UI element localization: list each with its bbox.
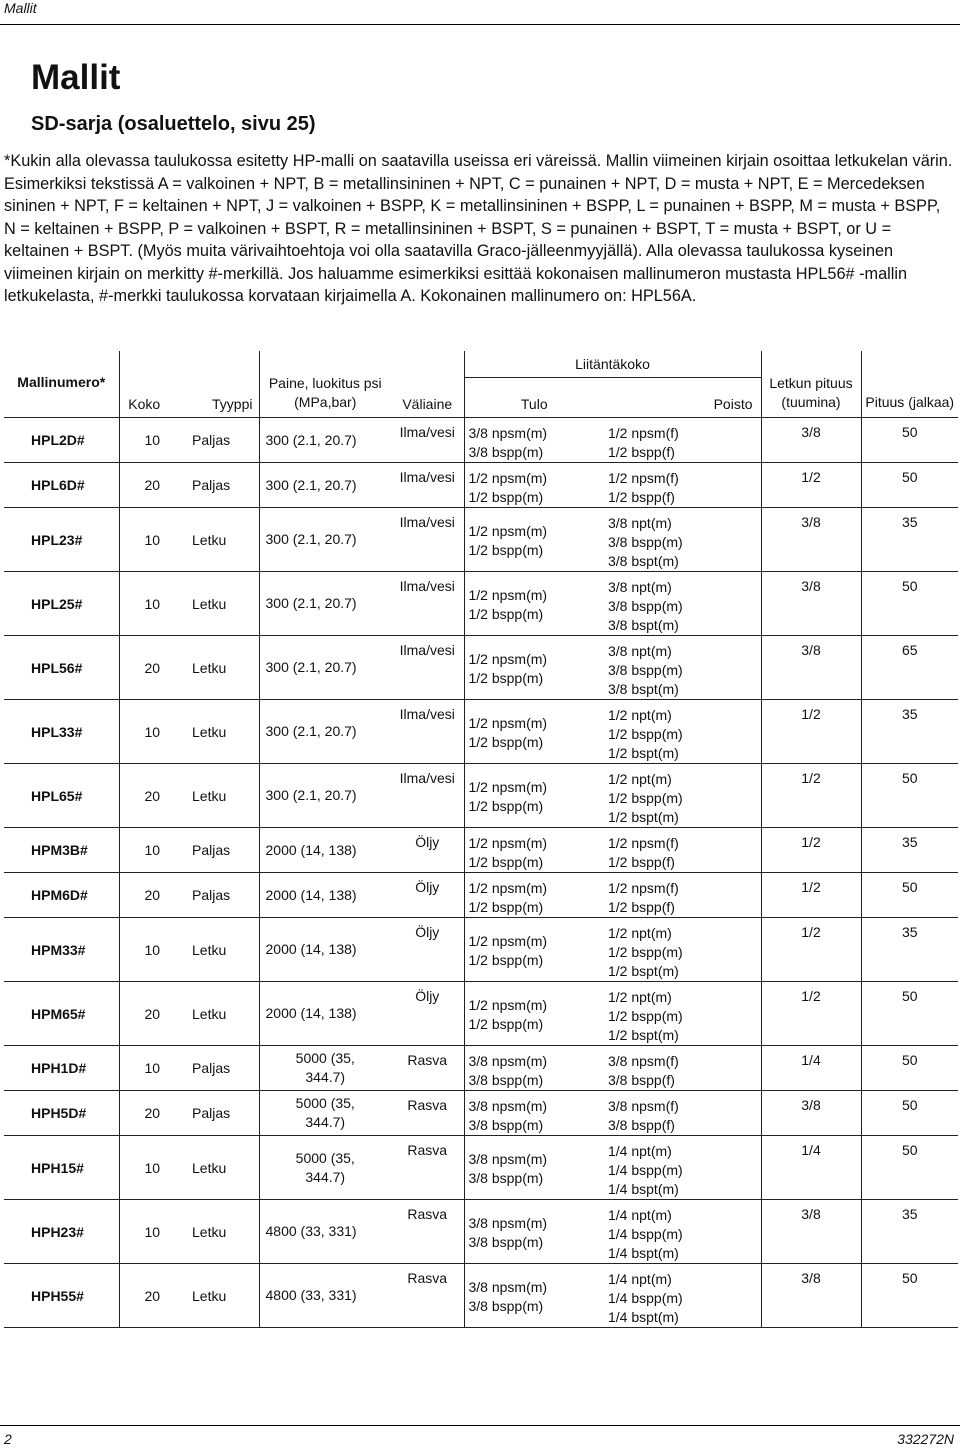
cell-medium: Ilma/vesi <box>391 508 464 572</box>
cell-outlet: 3/8 npsm(f) 3/8 bspp(f) <box>604 1091 761 1136</box>
table-row <box>4 1091 958 1136</box>
cell-medium: Rasva <box>391 1136 464 1200</box>
cell-inlet: 1/2 npsm(m) 1/2 bspp(m) <box>464 636 604 700</box>
cell-medium: Ilma/vesi <box>391 463 464 508</box>
cell-model: HPM6D# <box>4 873 119 918</box>
cell-size: 20 <box>119 764 169 828</box>
cell-type: Paljas <box>169 1091 259 1136</box>
cell-medium: Rasva <box>391 1046 464 1091</box>
header-medium: Väliaine <box>402 396 453 412</box>
cell-model: HPH1D# <box>4 1046 119 1091</box>
cell-outlet: 3/8 npsm(f) 3/8 bspp(f) <box>604 1046 761 1091</box>
cell-length: 50 <box>861 982 958 1046</box>
cell-medium: Ilma/vesi <box>391 764 464 828</box>
cell-type: Letku <box>169 1136 259 1200</box>
cell-inlet: 1/2 npsm(m) 1/2 bspp(m) <box>464 873 604 918</box>
section-subtitle: SD-sarja (osaluettelo, sivu 25) <box>31 113 316 135</box>
cell-outlet: 1/2 npt(m) 1/2 bspp(m) 1/2 bspt(m) <box>604 918 761 982</box>
cell-model: HPL56# <box>4 636 119 700</box>
cell-model: HPL23# <box>4 508 119 572</box>
cell-length: 50 <box>861 1046 958 1091</box>
cell-length: 50 <box>861 1091 958 1136</box>
cell-medium: Ilma/vesi <box>391 572 464 636</box>
cell-model: HPM33# <box>4 918 119 982</box>
table-row <box>4 418 958 463</box>
cell-hose-size: 3/8 <box>761 1200 861 1264</box>
cell-model: HPH5D# <box>4 1091 119 1136</box>
cell-length: 50 <box>861 572 958 636</box>
header-rule <box>0 24 960 25</box>
table-row <box>4 636 958 700</box>
cell-pressure: 4800 (33, 331) <box>259 1200 391 1264</box>
cell-size: 10 <box>119 1200 169 1264</box>
cell-type: Letku <box>169 508 259 572</box>
cell-size: 10 <box>119 828 169 873</box>
cell-inlet: 1/2 npsm(m) 1/2 bspp(m) <box>464 828 604 873</box>
header-hose-size: Letkun pituus (tuumina) <box>761 351 861 417</box>
cell-hose-size: 3/8 <box>761 1091 861 1136</box>
cell-type: Paljas <box>169 418 259 463</box>
cell-hose-size: 1/2 <box>761 463 861 508</box>
table-row <box>4 572 958 636</box>
cell-hose-size: 3/8 <box>761 1264 861 1328</box>
page-title: Mallit <box>31 58 121 97</box>
cell-type: Paljas <box>169 1046 259 1091</box>
table-row <box>4 918 958 982</box>
cell-model: HPL25# <box>4 572 119 636</box>
cell-type: Letku <box>169 700 259 764</box>
cell-size: 10 <box>119 1046 169 1091</box>
page-number: 2 <box>4 1431 12 1447</box>
cell-outlet: 1/2 npt(m) 1/2 bspp(m) 1/2 bspt(m) <box>604 764 761 828</box>
cell-type: Letku <box>169 982 259 1046</box>
cell-model: HPH23# <box>4 1200 119 1264</box>
models-table <box>4 351 958 1328</box>
cell-outlet: 1/2 npsm(f) 1/2 bspp(f) <box>604 873 761 918</box>
cell-medium: Ilma/vesi <box>391 700 464 764</box>
cell-pressure: 300 (2.1, 20.7) <box>259 636 391 700</box>
cell-length: 65 <box>861 636 958 700</box>
cell-type: Letku <box>169 918 259 982</box>
cell-length: 35 <box>861 828 958 873</box>
cell-length: 50 <box>861 873 958 918</box>
cell-pressure: 2000 (14, 138) <box>259 982 391 1046</box>
header-length: Pituus (jalkaa) <box>861 351 958 417</box>
header-outlet: Poisto <box>713 396 753 412</box>
cell-length: 35 <box>861 918 958 982</box>
header-connection: Liitäntäkoko <box>464 351 761 378</box>
cell-outlet: 3/8 npt(m) 3/8 bspp(m) 3/8 bspt(m) <box>604 508 761 572</box>
cell-length: 50 <box>861 1264 958 1328</box>
cell-outlet: 1/2 npsm(f) 1/2 bspp(f) <box>604 463 761 508</box>
table-row <box>4 828 958 873</box>
cell-type: Paljas <box>169 828 259 873</box>
cell-type: Letku <box>169 764 259 828</box>
table-row <box>4 873 958 918</box>
cell-hose-size: 3/8 <box>761 636 861 700</box>
table-row <box>4 1136 958 1200</box>
cell-inlet: 1/2 npsm(m) 1/2 bspp(m) <box>464 463 604 508</box>
cell-size: 20 <box>119 982 169 1046</box>
cell-hose-size: 3/8 <box>761 418 861 463</box>
table-row <box>4 982 958 1046</box>
cell-hose-size: 1/2 <box>761 700 861 764</box>
header-type: Tyyppi <box>212 396 253 412</box>
table-row <box>4 1264 958 1328</box>
table-row <box>4 700 958 764</box>
cell-hose-size: 3/8 <box>761 572 861 636</box>
cell-length: 50 <box>861 418 958 463</box>
cell-outlet: 1/2 npt(m) 1/2 bspp(m) 1/2 bspt(m) <box>604 700 761 764</box>
cell-length: 35 <box>861 508 958 572</box>
cell-pressure: 300 (2.1, 20.7) <box>259 463 391 508</box>
cell-pressure: 300 (2.1, 20.7) <box>259 572 391 636</box>
cell-type: Letku <box>169 572 259 636</box>
table-row <box>4 1200 958 1264</box>
cell-hose-size: 1/2 <box>761 873 861 918</box>
cell-hose-size: 1/4 <box>761 1046 861 1091</box>
cell-model: HPM65# <box>4 982 119 1046</box>
cell-length: 50 <box>861 764 958 828</box>
cell-pressure: 5000 (35, 344.7) <box>259 1091 391 1136</box>
cell-model: HPM3B# <box>4 828 119 873</box>
cell-pressure: 300 (2.1, 20.7) <box>259 508 391 572</box>
document-number: 332272N <box>897 1431 954 1447</box>
table-header <box>4 351 958 418</box>
intro-paragraph: *Kukin alla olevassa taulukossa esitetty HP-malli on saatavilla useissa eri väreissä. Mallin viimeinen kirjain osoittaa letkukelan värin. Esimerkiksi tekstissä A = valkoinen + NPT, B = metallinsininen + NPT, C = punainen + NPT, D = musta + NPT, E = Mercedeksen sininen + NPT, F = keltainen + NPT, J = valkoinen + BSPP, K = metallinsininen + BSPP, L = punainen + BSPP, M = musta + BSPP, N = keltainen + BSPP, P = valkoinen + BSPT, R = metallinsininen + BSPT, S = punainen + BSPT, T = musta + BSPT, or U = keltainen + BSPT. (Myös muita värivaihtoehtoja voi olla saatavilla Graco-jälleenmyyjällä). Alla olevassa taulukossa kyseinen viimeinen kirjain on merkitty #-merkillä. Jos haluamme esimerkiksi esittää kokonaisen mallinumeron mustasta HPL56# -mallin letkukelasta, #-merkki taulukossa korvataan kirjaimella A. Kokonainen mallinumero on: HPL56A. <box>4 152 953 305</box>
cell-type: Letku <box>169 1200 259 1264</box>
cell-medium: Rasva <box>391 1264 464 1328</box>
cell-hose-size: 1/4 <box>761 1136 861 1200</box>
cell-inlet: 3/8 npsm(m) 3/8 bspp(m) <box>464 1200 604 1264</box>
cell-medium: Öljy <box>391 873 464 918</box>
cell-model: HPH15# <box>4 1136 119 1200</box>
cell-pressure: 300 (2.1, 20.7) <box>259 418 391 463</box>
cell-length: 35 <box>861 1200 958 1264</box>
table-body <box>4 418 958 1328</box>
cell-hose-size: 1/2 <box>761 918 861 982</box>
cell-medium: Öljy <box>391 982 464 1046</box>
cell-outlet: 1/2 npt(m) 1/2 bspp(m) 1/2 bspt(m) <box>604 982 761 1046</box>
cell-outlet: 1/4 npt(m) 1/4 bspp(m) 1/4 bspt(m) <box>604 1264 761 1328</box>
cell-inlet: 1/2 npsm(m) 1/2 bspp(m) <box>464 982 604 1046</box>
cell-pressure: 300 (2.1, 20.7) <box>259 764 391 828</box>
cell-size: 20 <box>119 463 169 508</box>
header-pressure: Paine, luokitus psi (MPa,bar) <box>259 351 391 417</box>
cell-size: 20 <box>119 1264 169 1328</box>
cell-outlet: 3/8 npt(m) 3/8 bspp(m) 3/8 bspt(m) <box>604 636 761 700</box>
header-size: Koko <box>119 351 169 417</box>
cell-pressure: 2000 (14, 138) <box>259 918 391 982</box>
cell-model: HPH55# <box>4 1264 119 1328</box>
cell-medium: Ilma/vesi <box>391 418 464 463</box>
cell-size: 20 <box>119 636 169 700</box>
cell-pressure: 5000 (35, 344.7) <box>259 1046 391 1091</box>
cell-outlet: 3/8 npt(m) 3/8 bspp(m) 3/8 bspt(m) <box>604 572 761 636</box>
cell-inlet: 3/8 npsm(m) 3/8 bspp(m) <box>464 1264 604 1328</box>
cell-type: Paljas <box>169 463 259 508</box>
table-row <box>4 508 958 572</box>
cell-size: 10 <box>119 508 169 572</box>
cell-medium: Öljy <box>391 918 464 982</box>
table-row <box>4 1046 958 1091</box>
cell-model: HPL65# <box>4 764 119 828</box>
cell-outlet: 1/2 npsm(f) 1/2 bspp(f) <box>604 828 761 873</box>
cell-size: 10 <box>119 918 169 982</box>
cell-inlet: 3/8 npsm(m) 3/8 bspp(m) <box>464 1091 604 1136</box>
cell-length: 50 <box>861 1136 958 1200</box>
cell-model: HPL33# <box>4 700 119 764</box>
cell-inlet: 3/8 npsm(m) 3/8 bspp(m) <box>464 1136 604 1200</box>
cell-size: 10 <box>119 572 169 636</box>
cell-size: 10 <box>119 700 169 764</box>
cell-inlet: 3/8 npsm(m) 3/8 bspp(m) <box>464 1046 604 1091</box>
cell-hose-size: 1/2 <box>761 982 861 1046</box>
footer-rule <box>0 1425 960 1426</box>
header-model: Mallinumero* <box>17 373 106 390</box>
cell-hose-size: 3/8 <box>761 508 861 572</box>
cell-length: 35 <box>861 700 958 764</box>
cell-type: Letku <box>169 1264 259 1328</box>
cell-medium: Öljy <box>391 828 464 873</box>
cell-inlet: 1/2 npsm(m) 1/2 bspp(m) <box>464 572 604 636</box>
cell-size: 10 <box>119 1136 169 1200</box>
cell-medium: Rasva <box>391 1200 464 1264</box>
cell-inlet: 1/2 npsm(m) 1/2 bspp(m) <box>464 508 604 572</box>
cell-model: HPL2D# <box>4 418 119 463</box>
cell-medium: Ilma/vesi <box>391 636 464 700</box>
cell-inlet: 1/2 npsm(m) 1/2 bspp(m) <box>464 700 604 764</box>
cell-pressure: 2000 (14, 138) <box>259 828 391 873</box>
header-inlet: Tulo <box>464 378 604 418</box>
cell-inlet: 1/2 npsm(m) 1/2 bspp(m) <box>464 918 604 982</box>
cell-type: Letku <box>169 636 259 700</box>
cell-hose-size: 1/2 <box>761 764 861 828</box>
cell-medium: Rasva <box>391 1091 464 1136</box>
cell-pressure: 5000 (35, 344.7) <box>259 1136 391 1200</box>
cell-size: 10 <box>119 418 169 463</box>
cell-pressure: 2000 (14, 138) <box>259 873 391 918</box>
cell-inlet: 1/2 npsm(m) 1/2 bspp(m) <box>464 764 604 828</box>
cell-inlet: 3/8 npsm(m) 3/8 bspp(m) <box>464 418 604 463</box>
cell-pressure: 300 (2.1, 20.7) <box>259 700 391 764</box>
table-row <box>4 463 958 508</box>
cell-length: 50 <box>861 463 958 508</box>
running-header: Mallit <box>4 0 37 16</box>
cell-outlet: 1/4 npt(m) 1/4 bspp(m) 1/4 bspt(m) <box>604 1136 761 1200</box>
table-row <box>4 764 958 828</box>
cell-outlet: 1/4 npt(m) 1/4 bspp(m) 1/4 bspt(m) <box>604 1200 761 1264</box>
cell-size: 20 <box>119 1091 169 1136</box>
cell-outlet: 1/2 npsm(f) 1/2 bspp(f) <box>604 418 761 463</box>
cell-hose-size: 1/2 <box>761 828 861 873</box>
cell-type: Paljas <box>169 873 259 918</box>
cell-pressure: 4800 (33, 331) <box>259 1264 391 1328</box>
cell-size: 20 <box>119 873 169 918</box>
cell-model: HPL6D# <box>4 463 119 508</box>
